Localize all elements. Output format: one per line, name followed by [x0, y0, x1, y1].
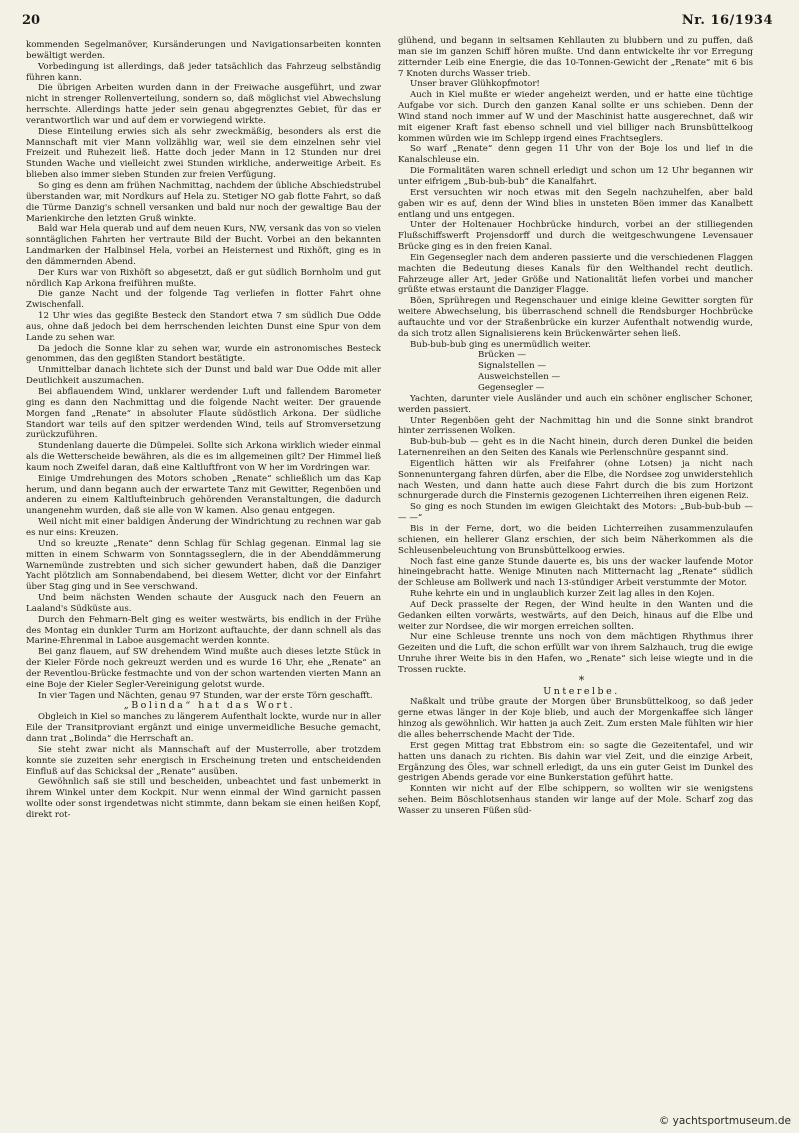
- paragraph: Bis in der Ferne, dort, wo die beiden Lichterreihen zusammenzulaufen schienen, ein hellerer Glanz erschien, der sich beim Näherkommen als die Schleusenbeleuchtung von Brunsbüttelkoog erwies.: [398, 523, 753, 556]
- paragraph: Bub-bub-bub ging es unermüdlich weiter.: [410, 339, 591, 350]
- paragraph: In vier Tagen und Nächten, genau 97 Stunden, war der erste Törn geschafft.: [38, 690, 373, 701]
- list-line: Signalstellen —: [478, 361, 546, 372]
- paragraph: Vorbedingung ist allerdings, daß jeder tatsächlich das Fahrzeug selbständig führen kann.: [26, 61, 381, 83]
- left-column: [26, 40, 381, 821]
- paragraph: Bei abflauendem Wind, unklarer werdender Luft und fallendem Barometer ging es dann den Nachmittag und die folgende Nacht weiter. Der grauende Morgen fand „Renate“ in absoluter Flaute südöstlich Arkona. Der südliche Standort war teils auf den spitzer werdenden Wind, teils auf Stromversetzung zurückzuführen.: [26, 387, 381, 441]
- paragraph: Obgleich in Kiel so manches zu längerem Aufenthalt lockte, wurde nur in aller Eile der Transitproviant ergänzt und einige unvermeidliche Besuche gemacht, dann trat „Bolinda“ die Herrschaft an.: [26, 712, 381, 744]
- paragraph: So warf „Renate“ denn gegen 11 Uhr von der Boje los und lief in die Kanalschleuse ein.: [398, 144, 753, 166]
- paragraph: Naßkalt und trübe graute der Morgen über Brunsbüttelkoog, so daß jeder gerne etwas länger in der Koje blieb, und auch der Morgenkaffee sich länger hinzog als gewöhnlich. Wir hatten ja auch Zeit. Zum ersten Male fühlten wir hier die alles beherrschende Macht der Tide.: [398, 697, 753, 740]
- paragraph: Auch in Kiel mußte er wieder angeheizt werden, und er hatte eine tüchtige Aufgabe vor sich. Durch den ganzen Kanal sollte er uns schieben. Denn der Wind stand noch immer auf W und der Maschinist hatte ausgerechnet, daß wir mit eigener Kraft fast ebenso schnell und viel billiger nach Brunsbüttelkoog kommen würden wie im Schlepp irgend eines Frachtseglers.: [398, 90, 753, 144]
- paragraph: Nur eine Schleuse trennte uns noch von dem mächtigen Rhythmus ihrer Gezeiten und die Luft, die schon erfüllt war von ihrem Salzhauch, trug die ewige Unruhe ihrer Weite bis in den Hafen, wo „Renate“ sich leise wiegte und in die Trossen ruckte.: [398, 632, 753, 675]
- paragraph: Yachten, darunter viele Ausländer und auch ein schöner englischer Schoner, werden passiert.: [398, 393, 753, 415]
- paragraph: So ging es denn am frühen Nachmittag, nachdem der übliche Abschiedstrubel überstanden war, mit Nordkurs auf Hela zu. Stetiger NO gab flotte Fahrt, so daß die Türme Danzig's schnell versanken und bald nur noch der gewaltige Bau der Marienkirche den letzten Gruß winkte.: [26, 180, 381, 224]
- section-heading: „Bolinda“ hat das Wort.: [123, 700, 296, 712]
- paragraph: Unter Regenböen geht der Nachmittag hin und die Sonne sinkt brandrot hinter zerrissenen Wolken.: [398, 415, 753, 437]
- paragraph: Diese Einteilung erwies sich als sehr zweckmäßig, besonders als erst die Mannschaft mit vier Mann vollzählig war, weil sie dem einzelnen sehr viel Freizeit und Ruhezeit ließ. Hatte doch jeder Mann in 12 Stunden nur drei Stunden Wache und vielleicht zwei Stunden wirkliche, anderweitige Arbeit. Es blieben also immer sieben Stunden zur freien Verfügung.: [26, 126, 381, 181]
- paragraph: Gewöhnlich saß sie still und bescheiden, unbeachtet und fast unbemerkt in ihrem Winkel unter dem Kockpit. Nur wenn einmal der Wind garnicht passen wollte oder sonst irgendetwas nicht stimmte, dann bekam sie einen heißen Kopf, direkt rot-: [26, 777, 381, 820]
- page-number: 20: [22, 13, 41, 28]
- issue-number: Nr. 16/1934: [681, 13, 773, 28]
- paragraph: Unter der Holtenauer Hochbrücke hindurch, vorbei an der stilliegenden Flußschiffswerft Projensdorff und durch die weitgeschwungene Levensauer Brücke ging es in den freien Kanal.: [398, 220, 753, 253]
- section-heading: Unterelbe.: [543, 685, 620, 697]
- copyright-watermark: © yachtsportmuseum.de: [658, 1115, 791, 1127]
- paragraph: Erst gegen Mittag trat Ebbstrom ein: so sagte die Gezeitentafel, und wir hatten uns danach zu richten. Bis dahin war viel Zeit, und die einzige Arbeit, Ergänzung des Öles, war schnell erledigt, da uns ein guter Geist im Dunkel des gestrigen Abends gerade vor eine Bunkerstation geführt hatte.: [398, 740, 753, 784]
- paragraph: Böen, Sprühregen und Regenschauer und einige kleine Gewitter sorgten für weitere Abwechselung, bis überraschend schnell die Rendsburger Hochbrücke auftauchte und vor der Straßenbrücke ein kurzer Aufenthalt notwendig wurde, da sich trotz allen Signalisierens kein Brückenwärter sehen ließ.: [398, 296, 753, 339]
- paragraph: Noch fast eine ganze Stunde dauerte es, bis uns der wacker laufende Motor hineingebracht hatte. Wenige Minuten nach Mitternacht lag „Renate“ südlich der Schleuse am Bollwerk und nach 13-stündiger Arbeit verstummte der Motor.: [398, 556, 753, 589]
- paragraph: Der Kurs war von Rixhöft so abgesetzt, daß er gut südlich Bornholm und gut nördlich Kap Arkona freiführen mußte.: [26, 267, 381, 289]
- paragraph: Ruhe kehrte ein und in unglaublich kurzer Zeit lag alles in den Kojen.: [410, 589, 715, 600]
- paragraph: Einige Umdrehungen des Motors schoben „Renate“ schließlich um das Kap herum, und dann begann auch der erwartete Tanz mit Gewitter, Regenböen und anderen zu einem Kaltlufteinbruch gehörenden Veranstaltungen, die dadurch unangenehm wurden, daß sie alle von W kamen. Also genau entgegen.: [26, 473, 381, 517]
- paragraph: Durch den Fehmarn-Belt ging es weiter westwärts, bis endlich in der Frühe des Montag ein dunkler Turm am Horizont auftauchte, der dann schnell als das Marine-Ehrenmal in Laboe ausgemacht werden konnte.: [26, 614, 381, 647]
- right-column: [398, 36, 753, 817]
- paragraph: 12 Uhr wies das gegißte Besteck den Standort etwa 7 sm südlich Due Odde aus, ohne daß jedoch bei dem herrschenden leichten Dunst eine Spur von dem Lande zu sehen war.: [26, 311, 381, 343]
- paragraph: Die übrigen Arbeiten wurden dann in der Freiwache ausgeführt, und zwar nicht in strenger Rollenverteilung, sondern so, daß möglichst viel Abwechslung herrschte. Allerdings hatte jeder sein genau abgegrenztes Gebiet, für das er verantwortlich war und auf dem er vorwiegend wirkte.: [26, 83, 381, 126]
- list-line: Ausweichstellen —: [478, 372, 561, 383]
- paragraph: Bub-bub-bub — geht es in die Nacht hinein, durch deren Dunkel die beiden Laternenreihen an den Seiten des Kanals wie Perlenschnüre gespannt sind.: [398, 437, 753, 459]
- paragraph: Und so kreuzte „Renate“ denn Schlag für Schlag gegenan. Einmal lag sie mitten in einem Schwarm von Sonntagsseglern, die in der Abenddämmerung Warnemünde zustrebten und sich sicher gewundert haben, daß die Danziger Yacht plötzlich am Sonnabendabend, bei diesem Wetter, dicht vor der Einfahrt über Stag ging und in See verschwand.: [26, 538, 381, 593]
- paragraph: Bei ganz flauem, auf SW drehendem Wind mußte auch dieses letzte Stück in der Kieler Förde noch gekreuzt werden und es wurde 16 Uhr, ehe „Renate“ an der Reventlou-Brücke festmachte und von der schon wartenden vierten Mann an eine Boje der Kieler Segler-Vereinigung gelotst wurde.: [26, 647, 381, 690]
- paragraph: Weil nicht mit einer baldigen Änderung der Windrichtung zu rechnen war gab es nur eins: Kreuzen.: [26, 517, 381, 538]
- paragraph: Die Formalitäten waren schnell erledigt und schon um 12 Uhr begannen wir unter eifrigem „Bub-bub-bub“ die Kanalfahrt.: [398, 166, 753, 187]
- paragraph: Sie steht zwar nicht als Mannschaft auf der Musterrolle, aber trotzdem konnte sie zuzeiten sehr energisch in Erscheinung treten und entscheidenden Einfluß auf das Schicksal der „Renate“ ausüben.: [26, 744, 381, 777]
- paragraph: Unser braver Glühkopfmotor!: [410, 79, 540, 90]
- paragraph: Auf Deck prasselte der Regen, der Wind heulte in den Wanten und die Gedanken eilten vorwärts, westwärts, auf den Deich, hinaus auf die Elbe und weiter zur Nordsee, die wir morgen erreichen sollten.: [398, 599, 753, 632]
- paragraph: Eigentlich hätten wir als Freifahrer (ohne Lotsen) ja nicht nach Sonnenuntergang fahren dürfen, aber die Elbe, die Nordsee zog unwiderstehlich nach Westen, und dann hatte auch diese Fahrt durch die bis zum Horizont schnurgerade durch die Finsternis gezogenen Lichterreihen ihren eigenen Reiz.: [398, 458, 753, 502]
- paragraph: Konnten wir nicht auf der Elbe schippern, so wollten wir sie wenigstens sehen. Beim Böschlotsenhaus standen wir lange auf der Mole. Scharf zog das Wasser zu unseren Füßen süd-: [398, 784, 753, 816]
- list-line: Gegensegler —: [478, 383, 545, 393]
- paragraph: Unmittelbar danach lichtete sich der Dunst und bald war Due Odde mit aller Deutlichkeit auszumachen.: [26, 365, 381, 387]
- paragraph: Bald war Hela querab und auf dem neuen Kurs, NW, versank das von so vielen sonntäglichen Fahrten her vertraute Bild der Bucht. Vorbei an den bekannten Landmarken der Halbinsel Hela, vorbei an Heisternest und Rixhöft, ging es in den dämmernden Abend.: [26, 224, 381, 267]
- paragraph-continued: kommenden Segelmanöver, Kursänderungen und Navigationsarbeiten konnten bewältigt werden.: [26, 40, 381, 61]
- paragraph: So ging es noch Stunden im ewigen Gleichtakt des Motors: „Bub-bub-bub — — —“: [398, 502, 753, 524]
- paragraph-continued: glühend, und begann in seltsamen Kehllauten zu blubbern und zu puffen, daß man sie im ganzen Schiff hören mußte. Und dann entwickelte ihr vor Erregung zitternder Leib eine Energie, die das 10-Tonnen-Gewicht der „Renate“ mit 6 bis 7 Knoten durchs Wasser trieb.: [398, 36, 753, 79]
- paragraph: Die ganze Nacht und der folgende Tag verliefen in flotter Fahrt ohne Zwischenfall.: [26, 289, 381, 311]
- paragraph: Ein Gegensegler nach dem anderen passierte und die verschiedenen Flaggen machten die Bedeutung dieses Kanals für den Welthandel recht deutlich. Fahrzeuge aller Art, jeder Größe und Nationalität liefen vorbei und mancher grüßte etwas erstaunt die Danziger Flagge.: [398, 252, 753, 296]
- paragraph: Da jedoch die Sonne klar zu sehen war, wurde ein astronomisches Besteck genommen, das den gegißten Standort bestätigte.: [26, 343, 381, 365]
- section-separator: *: [578, 673, 585, 687]
- list-line: Brücken —: [478, 350, 526, 361]
- paragraph: Erst versuchten wir noch etwas mit den Segeln nachzuhelfen, aber bald gaben wir es auf, denn der Wind blies in unsteten Böen immer das Kanalbett entlang und uns entgegen.: [398, 187, 753, 220]
- paragraph: Und beim nächsten Wenden schaute der Ausguck nach den Feuern an Laaland's Südküste aus.: [26, 593, 381, 614]
- paragraph: Stundenlang dauerte die Dümpelei. Sollte sich Arkona wirklich wieder einmal als die Wetterscheide bewähren, als die es im allgemeinen gilt? Der Himmel ließ kaum noch Zweifel daran, daß eine Kaltluftfront von W her im Vordringen war.: [26, 441, 381, 473]
